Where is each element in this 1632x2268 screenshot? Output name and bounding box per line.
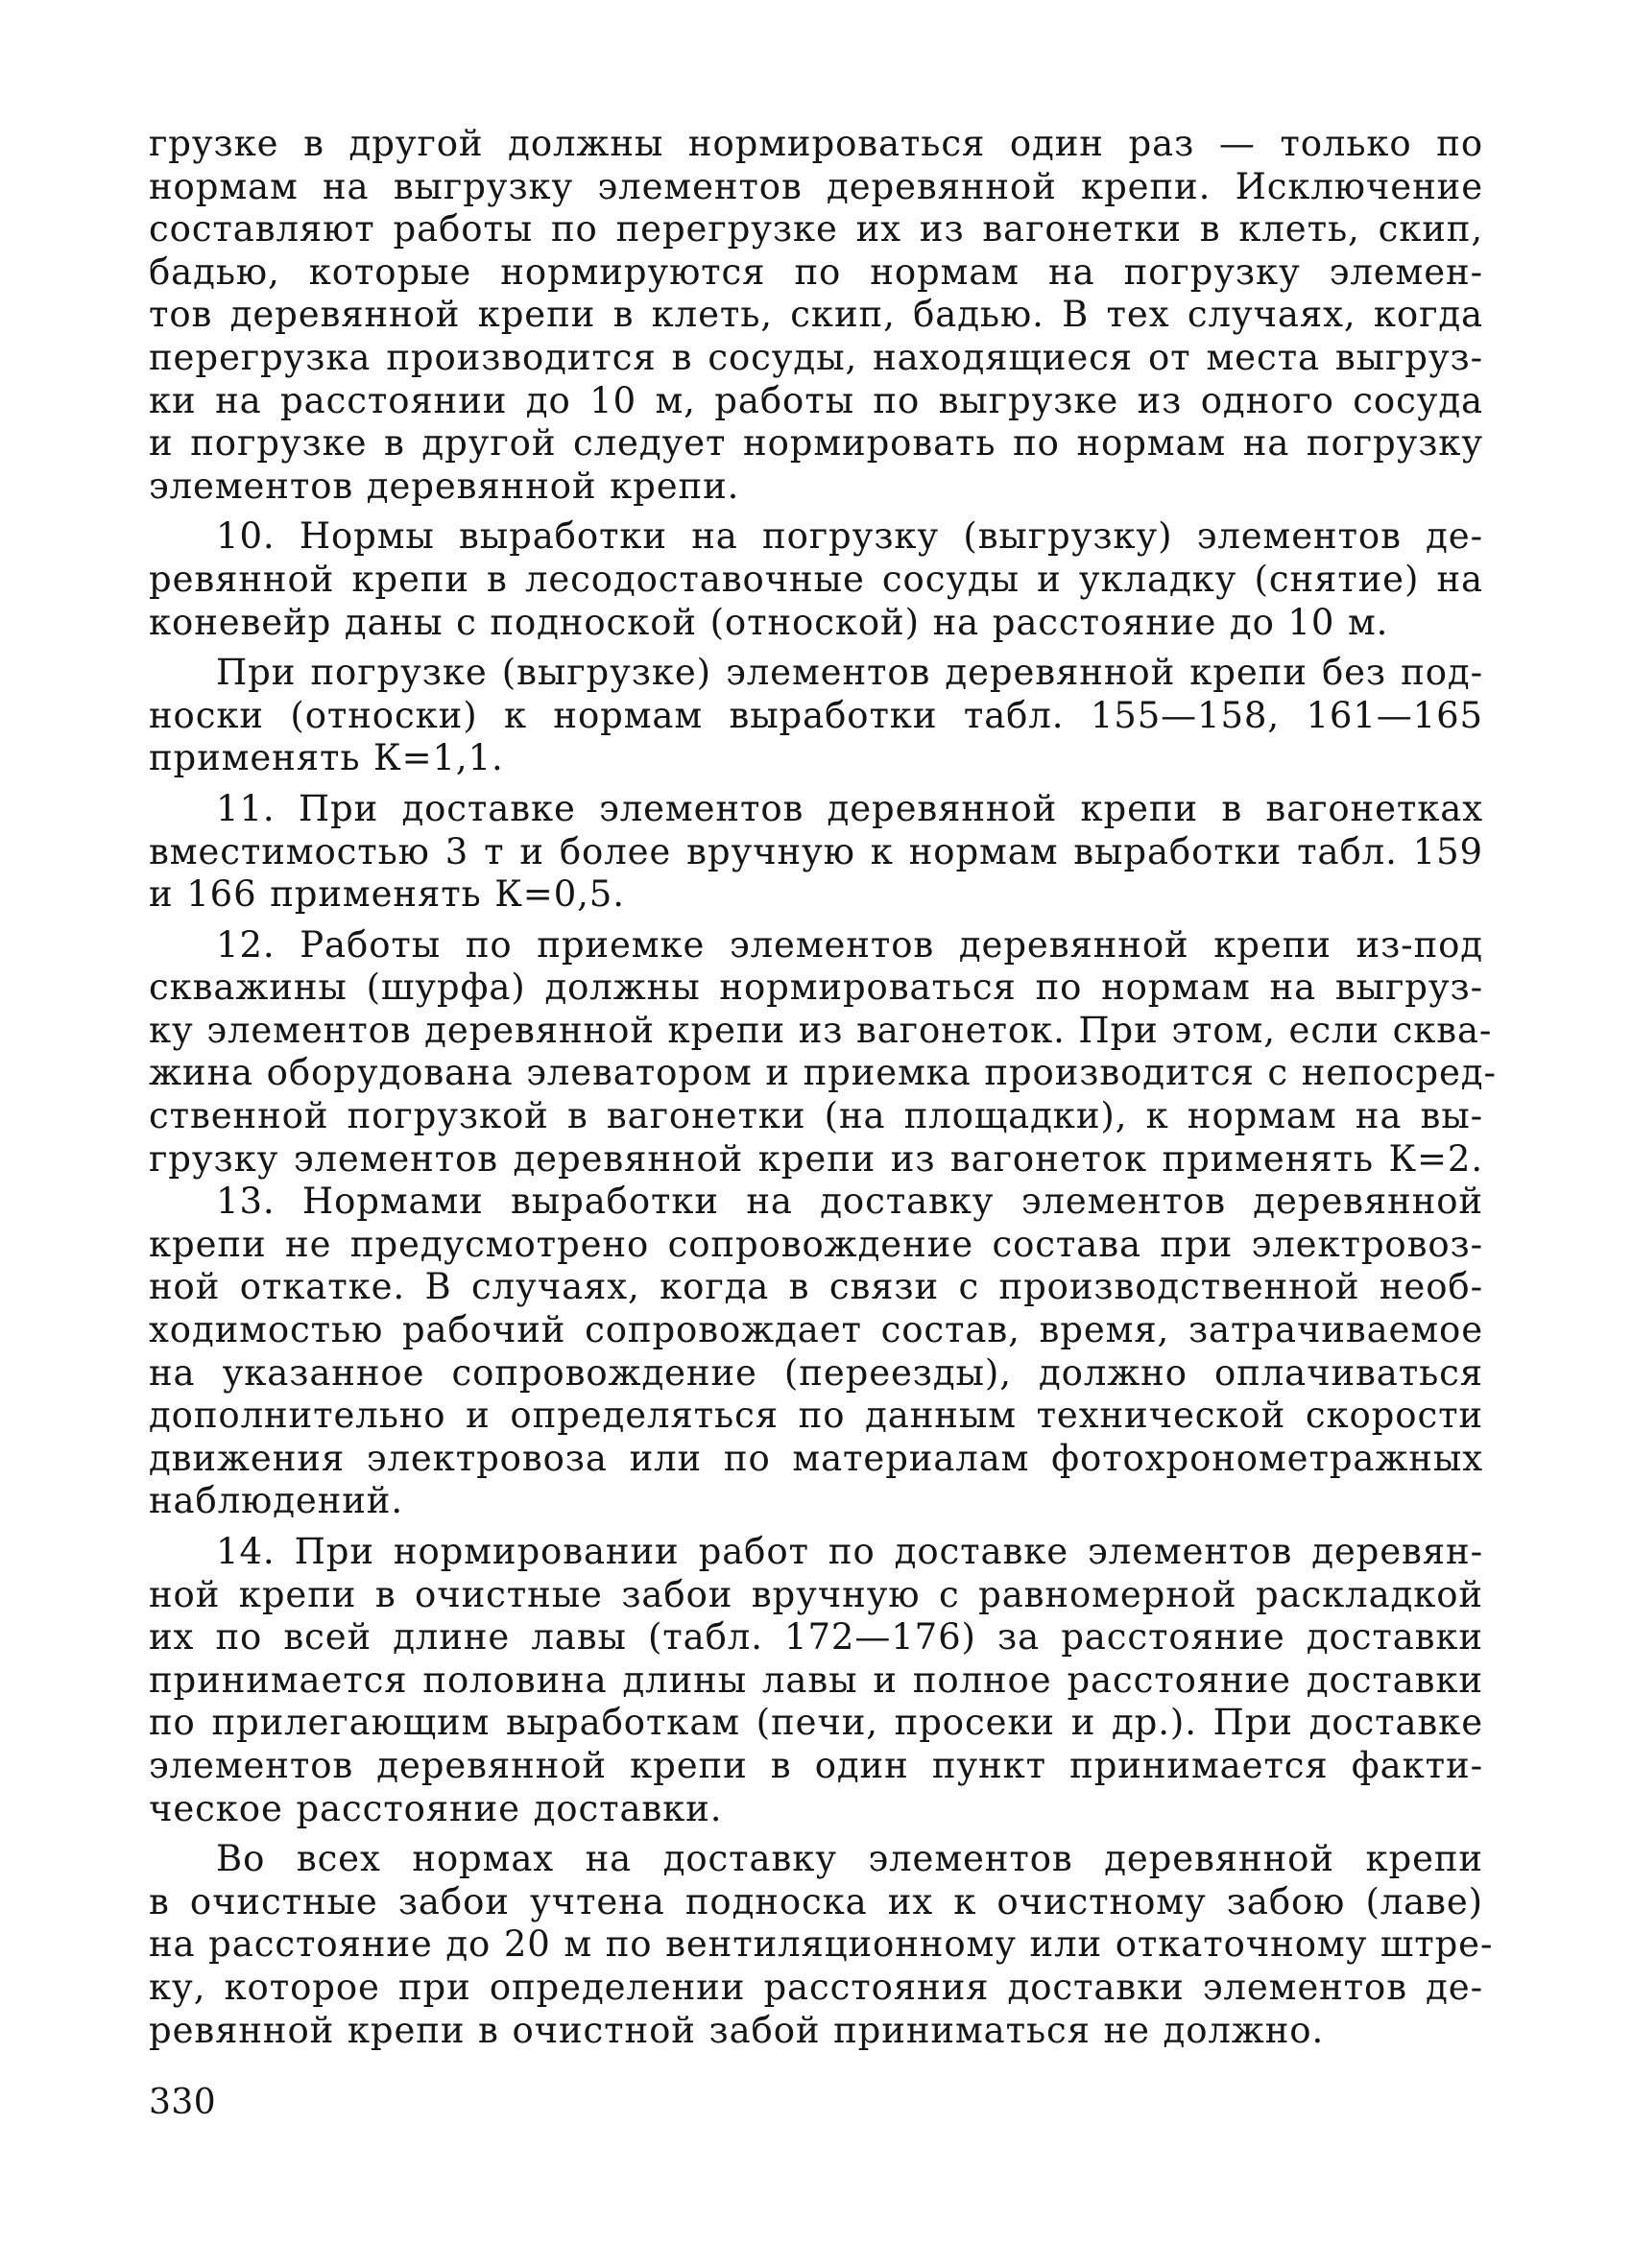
paragraph-item-14 [149, 1531, 1483, 1830]
text-line: 13. Нормами выработки на доставку элементов деревянной [216, 1181, 1483, 1223]
text-line: ходимостью рабочий сопровождает состав, время, затрачиваемое [149, 1309, 1483, 1351]
page-body [149, 123, 1497, 2052]
text-line: в очистные забои учтена подноска их к очистному забою (лаве) [149, 1880, 1483, 1922]
text-line: элементов деревянной крепи. [149, 465, 740, 507]
text-line: применять К=1,1. [149, 737, 504, 779]
text-line: элементов деревянной крепи в один пункт принимается факти- [149, 1744, 1483, 1786]
text-line: принимается половина длины лавы и полное расстояние доставки [149, 1659, 1483, 1701]
text-line: грузку элементов деревянной крепи из вагонеток применять К=2. [149, 1137, 1483, 1180]
page-number: 330 [149, 2083, 217, 2122]
paragraph-item-13 [149, 1181, 1483, 1523]
text-line: носки (относки) к нормам выработки табл. 155—158, 161—165 [149, 694, 1483, 736]
text-line: их по всей длине лавы (табл. 172—176) за расстояние доставки [149, 1616, 1483, 1659]
text-line: ческое расстояние доставки. [149, 1787, 723, 1829]
text-line: При погрузке (выгрузке) элементов деревянной крепи без под- [216, 652, 1483, 694]
text-line: 11. При доставке элементов деревянной крепи в вагонетках [216, 787, 1483, 829]
text-line: ревянной крепи в очистной забой приниматься не должно. [149, 2009, 1325, 2051]
text-line: ственной погрузкой в вагонетки (на площадки), к нормам на вы- [149, 1095, 1483, 1137]
paragraph-carry-to-face [149, 1838, 1494, 2052]
paragraph-item-11 [149, 788, 1483, 917]
text-line: составляют работы по перегрузке их из вагонетки в клеть, скип, [149, 208, 1483, 251]
text-line: бадью, которые нормируются по нормам на погрузку элемен- [149, 251, 1483, 293]
text-line: скважины (шурфа) должны нормироваться по нормам на выгруз- [149, 967, 1483, 1009]
text-line: коневейр даны с подноской (отноской) на расстояние до 10 м. [149, 601, 1389, 643]
text-line: ной крепи в очистные забои вручную с равномерной раскладкой [149, 1573, 1483, 1615]
text-line: Во всех нормах на доставку элементов деревянной крепи [216, 1838, 1483, 1880]
text-line: 12. Работы по приемке элементов деревянной крепи из-под [216, 923, 1483, 966]
text-line: 10. Нормы выработки на погрузку (выгрузку) элементов де- [216, 515, 1483, 558]
paragraph-item-12 [149, 923, 1497, 1182]
text-line: на расстояние до 20 м по вентиляционному или откаточному штре- [149, 1923, 1494, 1966]
text-line: и 166 применять К=0,5. [149, 873, 625, 916]
text-line: ку, которое при определении расстояния доставки элементов де- [149, 1966, 1483, 2008]
text-line: грузке в другой должны нормироваться один раз — только по [149, 123, 1483, 164]
text-line: движения электровоза или по материалам фотохронометражных [149, 1437, 1483, 1479]
text-line: и погрузке в другой следует нормировать по нормам на погрузку [149, 422, 1483, 465]
text-line: ку элементов деревянной крепи из вагонеток. При этом, если сква- [149, 1009, 1493, 1051]
text-line: нормам на выгрузку элементов деревянной крепи. Исключение [149, 165, 1483, 207]
text-line: по прилегающим выработкам (печи, просеки и др.). При доставке [149, 1702, 1483, 1744]
text-line: тов деревянной крепи в клеть, скип, бадью. В тех случаях, когда [149, 294, 1483, 336]
paragraph-no-carry [149, 652, 1483, 780]
text-line: ки на расстоянии до 10 м, работы по выгрузке из одного сосуда [149, 379, 1483, 421]
paragraph-item-10 [149, 515, 1483, 644]
text-line: ревянной крепи в лесодоставочные сосуды и укладку (снятие) на [149, 558, 1483, 600]
text-line: на указанное сопровождение (переезды), должно оплачиваться [149, 1351, 1483, 1394]
text-line: 14. При нормировании работ по доставке элементов деревян- [216, 1531, 1483, 1572]
text-line: перегрузка производится в сосуды, находящиеся от места выгруз- [149, 336, 1483, 378]
text-line: ной откатке. В случаях, когда в связи с производственной необ- [149, 1266, 1483, 1308]
text-line: дополнительно и определяться по данным технической скорости [149, 1395, 1483, 1437]
text-line: вместимостью 3 т и более вручную к нормам выработки табл. 159 [149, 830, 1483, 872]
text-line: наблюдений. [149, 1480, 404, 1522]
text-line: крепи не предусмотрено сопровождение состава при электровоз- [149, 1223, 1483, 1265]
text-line: жина оборудована элеватором и приемка производится с непосред- [149, 1052, 1497, 1094]
paragraph-continuation [149, 123, 1483, 508]
